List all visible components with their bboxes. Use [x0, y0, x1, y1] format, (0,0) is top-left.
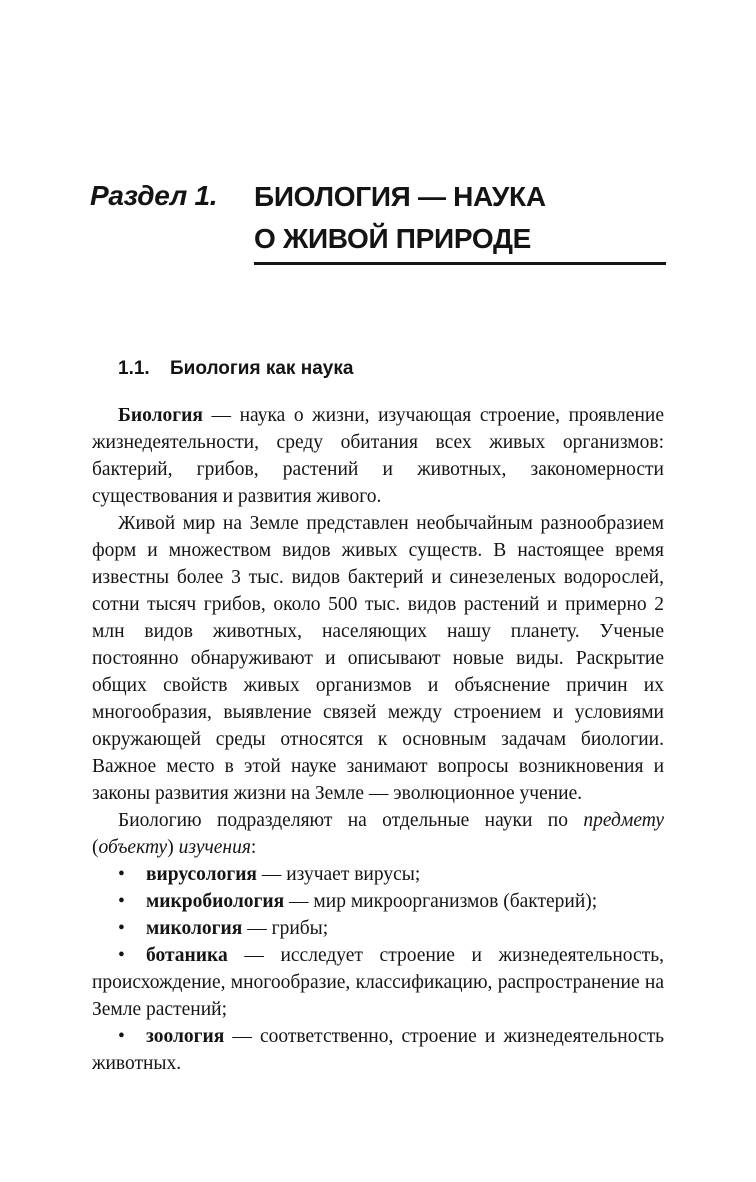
list-term: зоология	[146, 1026, 225, 1047]
bullet-icon: •	[118, 918, 125, 939]
list-term: микробиология	[146, 891, 285, 912]
list-term: вирусология	[146, 864, 257, 885]
list-item	[92, 888, 664, 915]
list-item	[92, 861, 664, 888]
bullet-icon: •	[118, 1026, 125, 1047]
list-item	[92, 915, 664, 942]
chapter-label: Раздел 1.	[90, 180, 218, 211]
section-number: 1.1.	[118, 358, 150, 379]
italic-object: объекту	[98, 837, 168, 858]
chapter-underline	[254, 262, 666, 265]
list-text: — изучает вирусы;	[256, 864, 421, 885]
italic-study: изучения	[178, 837, 251, 858]
bullet-icon: •	[118, 945, 125, 966]
list-item	[92, 942, 664, 1023]
list-text: — исследует строение и жизнедеятельность, происхождение, многообразие, классификацию, распространение на Земле растений;	[92, 945, 664, 1020]
section-heading	[118, 358, 353, 380]
term-biology: Биология	[118, 405, 203, 426]
bullet-icon: •	[118, 864, 125, 885]
paragraph-3-paren-open: (	[92, 837, 99, 858]
body-text	[92, 402, 664, 1077]
paragraph-3-text: Биологию подразделяют на отдельные науки по	[118, 810, 584, 831]
sciences-list	[92, 861, 664, 1077]
paragraph-3	[92, 807, 664, 861]
list-item	[92, 1023, 664, 1077]
italic-subject: предмету	[583, 810, 664, 831]
list-term: микология	[146, 918, 243, 939]
paragraph-2: Живой мир на Земле представлен необычайным разнообразием форм и множеством видов живых существ. В настоящее время известны более 3 тыс. видов бактерий и синезеленых водорослей, сотни тысяч грибов, около 500 тыс. видов растений и примерно 2 млн видов животных, населяющих нашу планету. Ученые постоянно обнаруживают и описывают новые виды. Раскрытие общих свойств живых организмов и объяснение причин их многообразия, выявление связей между строением и условиями окружающей среды относятся к основным задачам биологии. Важное место в этой науке занимают вопросы возникновения и законы развития жизни на Земле — эволюционное учение.	[92, 513, 664, 804]
list-text: — мир микроорганизмов (бактерий);	[284, 891, 598, 912]
list-text: — грибы;	[242, 918, 329, 939]
bullet-icon: •	[118, 891, 125, 912]
chapter-title-line-2: О ЖИВОЙ ПРИРОДЕ	[254, 223, 531, 254]
paragraph-3-paren-close: )	[167, 837, 179, 858]
paragraph-1-text: — наука о жизни, изучающая строение, проявление жизнедеятельности, среду обитания всех живых организмов: бактерий, грибов, растений и животных, закономерности существования и развития живого.	[92, 405, 664, 507]
paragraph-1	[92, 402, 664, 510]
paragraph-3-colon: :	[250, 837, 257, 858]
chapter-title	[254, 176, 546, 260]
section-title: Биология как наука	[170, 358, 354, 379]
chapter-title-line-1: БИОЛОГИЯ — НАУКА	[254, 181, 546, 212]
list-term: ботаника	[146, 945, 228, 966]
list-text: — соответственно, строение и жизнедеятельность животных.	[92, 1026, 664, 1074]
